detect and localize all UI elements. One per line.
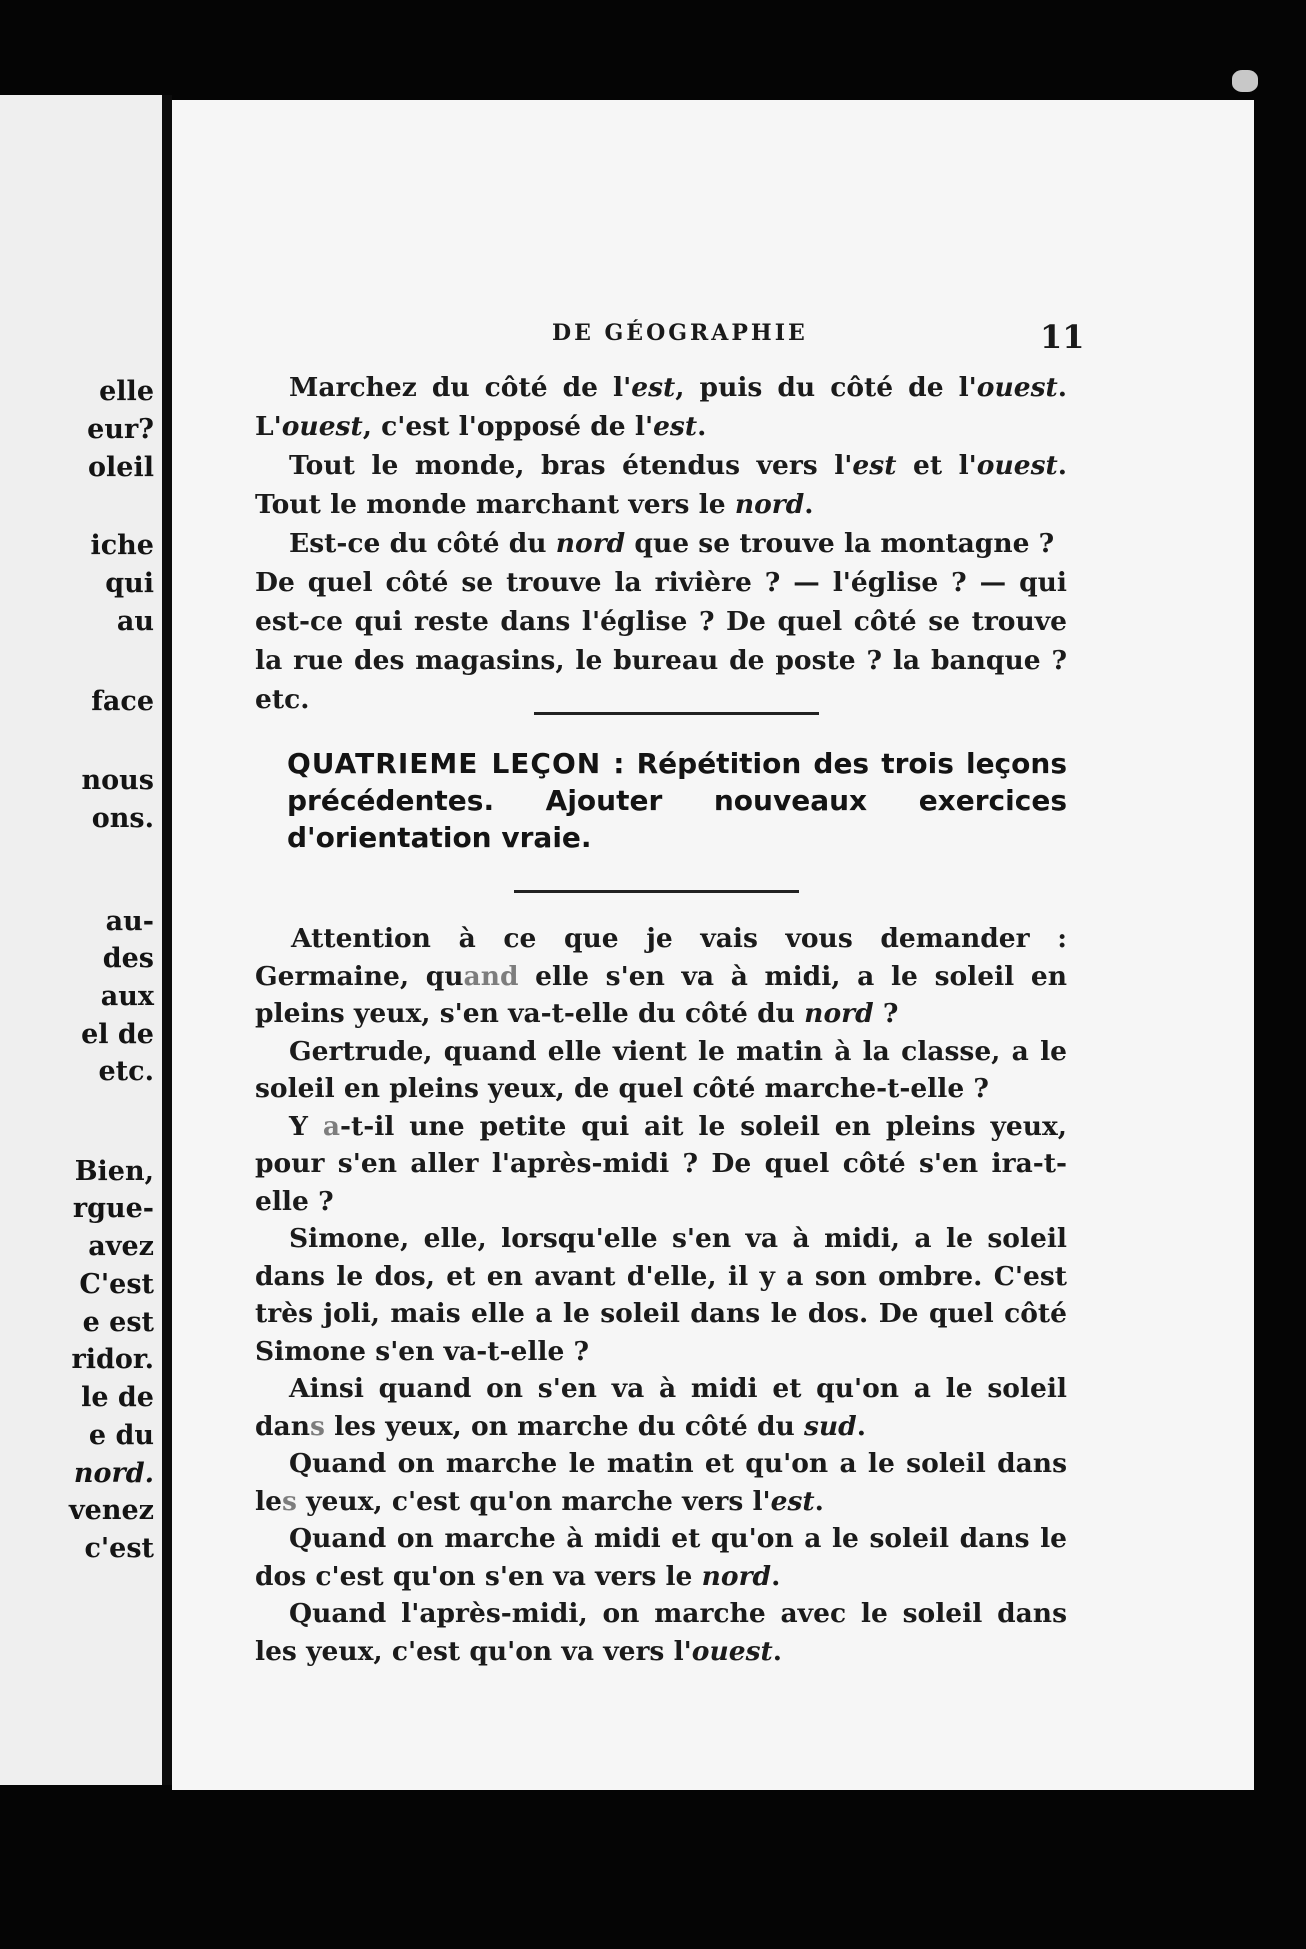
left-page-fragment: iche <box>90 530 154 561</box>
left-page-fragment: nous <box>81 765 154 796</box>
left-page-fragment: elle <box>99 376 154 407</box>
left-page-fragment: au <box>116 606 154 637</box>
lesson-text <box>255 920 1067 1670</box>
left-page-fragment: eur? <box>87 414 154 445</box>
left-page-fragment: face <box>91 686 154 717</box>
left-page-fragment: c'est <box>84 1533 154 1564</box>
left-page-fragment: etc. <box>98 1056 154 1087</box>
lesson-heading-subtitle: : Répétition des trois leçons précédentes. Ajouter nouveaux exercices d'orientation vraie. <box>287 747 1067 854</box>
lesson-paragraph: Quand on marche à midi et qu'on a le soleil dans le dos c'est qu'on s'en va vers le nord. <box>255 1523 1067 1592</box>
left-page-fragment: des <box>102 943 154 974</box>
lesson-heading-title: QUATRIEME LEÇON <box>287 747 602 780</box>
divider-rule <box>534 712 819 715</box>
book-gutter <box>162 95 172 1785</box>
lesson-paragraph: Ainsi quand on s'en va à midi et qu'on a le soleil dans les yeux, on marche du côté du sud. <box>255 1373 1067 1442</box>
scan-speck <box>1232 70 1258 92</box>
left-page-fragment: au- <box>105 906 154 937</box>
left-page-fragment: qui <box>105 568 154 599</box>
left-page-fragment: le de <box>81 1382 154 1413</box>
left-page-fragment: e est <box>82 1307 154 1338</box>
left-page-fragment: el de <box>81 1019 154 1050</box>
left-page-margin <box>0 95 162 1785</box>
left-page-fragment: aux <box>100 981 154 1012</box>
intro-paragraph-2: Tout le monde, bras étendus vers l'est et l'ouest. Tout le monde marchant vers le nord. <box>255 450 1067 520</box>
lesson-paragraph: Simone, elle, lorsqu'elle s'en va à midi, a le soleil dans le dos, et en avant d'elle, il y a son ombre. C'est très joli, mais elle a le soleil dans le dos. De quel côté Simone s'en va-t-elle ? <box>255 1223 1067 1367</box>
lesson-heading <box>287 745 1067 856</box>
lesson-paragraph: Y a-t-il une petite qui ait le soleil en pleins yeux, pour s'en aller l'après-midi ? De quel côté s'en ira-t-elle ? <box>255 1110 1067 1217</box>
running-head: DE GÉOGRAPHIE <box>552 320 808 346</box>
left-page-fragment: venez <box>68 1495 154 1526</box>
lesson-paragraph: Attention à ce que je vais vous demander : Germaine, quand elle s'en va à midi, a le soleil en pleins yeux, s'en va-t-elle du côté du nord ? <box>255 923 1068 1029</box>
intro-paragraph-1: Marchez du côté de l'est, puis du côté de l'ouest. L'ouest, c'est l'opposé de l'est. <box>255 372 1067 442</box>
intro-text <box>255 368 1067 719</box>
left-page-fragment: rgue- <box>72 1193 154 1224</box>
left-page-fragment: C'est <box>79 1269 154 1300</box>
page-number: 11 <box>1040 318 1085 356</box>
lesson-paragraph: Quand on marche le matin et qu'on a le soleil dans les yeux, c'est qu'on marche vers l'est. <box>255 1448 1067 1517</box>
lesson-paragraph: Quand l'après-midi, on marche avec le soleil dans les yeux, c'est qu'on va vers l'ouest. <box>255 1598 1067 1667</box>
left-page-fragment: nord. <box>73 1458 154 1489</box>
lesson-paragraph: Gertrude, quand elle vient le matin à la classe, a le soleil en pleins yeux, de quel côté marche-t-elle ? <box>255 1035 1067 1104</box>
intro-paragraph-4: De quel côté se trouve la rivière ? — l'église ? — qui est-ce qui reste dans l'église ? De quel côté se trouve la rue des magasins, le bureau de poste ? la banque ? etc. <box>255 567 1067 715</box>
left-page-fragment: oleil <box>88 452 154 483</box>
left-page-fragment: avez <box>88 1231 154 1262</box>
left-page-fragment: e du <box>88 1420 154 1451</box>
left-page-fragment: Bien, <box>74 1156 154 1187</box>
divider-rule <box>514 890 799 893</box>
left-page-fragment: ons. <box>91 803 154 834</box>
intro-paragraph-3: Est-ce du côté du nord que se trouve la montagne ? <box>289 528 1055 559</box>
left-page-fragment: ridor. <box>71 1344 154 1375</box>
right-page <box>172 100 1254 1790</box>
